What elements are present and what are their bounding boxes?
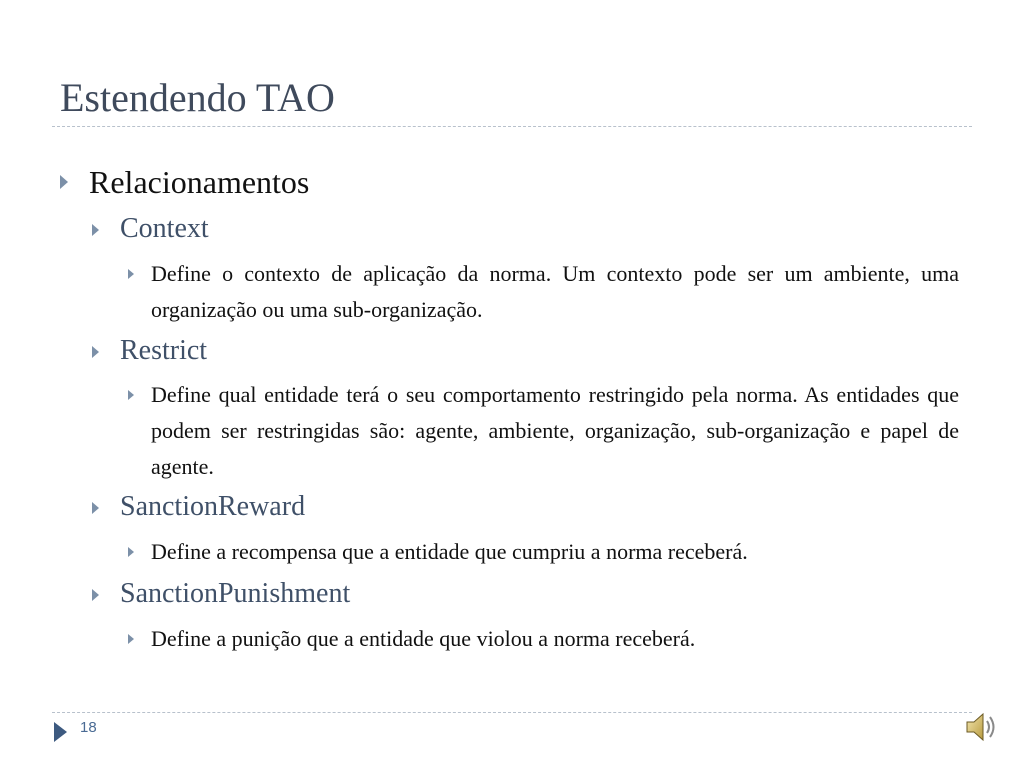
triangle-right-icon (92, 346, 99, 358)
triangle-right-icon (128, 269, 134, 279)
triangle-right-icon (54, 722, 67, 742)
sub-bullet-label: SanctionReward (120, 491, 306, 522)
slide-title: Estendendo TAO (60, 75, 335, 120)
detail-text: Define qual entidade terá o seu comportamento restringido pela norma. As entidades que podem ser restringidas são: agente, ambiente, organização, sub-organização e papel de agente. (151, 382, 959, 479)
triangle-right-icon (60, 175, 68, 189)
page-number: 18 (80, 719, 97, 736)
triangle-right-icon (92, 502, 99, 514)
sub-bullet-label: SanctionPunishment (120, 578, 351, 609)
triangle-right-icon (128, 547, 134, 557)
detail-text: Define a punição que a entidade que violou a norma receberá. (151, 626, 696, 651)
title-divider (52, 126, 972, 127)
bullet-label: Relacionamentos (89, 164, 310, 200)
sub-bullet-label: Context (120, 213, 209, 244)
triangle-right-icon (92, 224, 99, 236)
detail-text: Define o contexto de aplicação da norma. Um contexto pode ser um ambiente, uma organização ou uma sub-organização. (151, 261, 959, 322)
sub-bullet-label: Restrict (120, 335, 208, 366)
triangle-right-icon (128, 390, 134, 400)
detail-text: Define a recompensa que a entidade que cumpriu a norma receberá. (151, 539, 748, 564)
triangle-right-icon (92, 589, 99, 601)
footer-divider (52, 712, 972, 713)
speaker-icon[interactable] (964, 709, 998, 745)
triangle-right-icon (128, 634, 134, 644)
